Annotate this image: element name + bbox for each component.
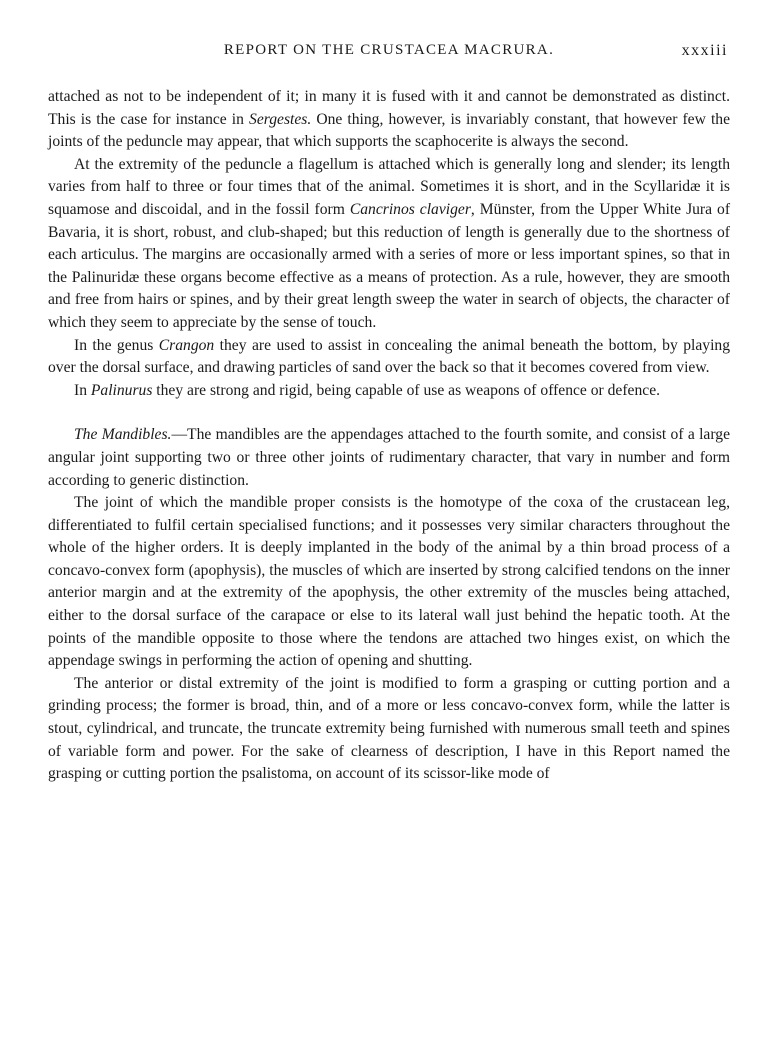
paragraph: The anterior or distal extremity of the joint is modified to form a grasping or cutting portion and a grinding process; the former is broad, thin, and of a more or less concavo-convex form, while the latter is stout, cylindrical, and truncate, the truncate extremity being furnished with numerous small teeth and spines of variable form and power. For the sake of clearness of description, I have in this Report named the grasping or cutting portion the psalistoma, on account of its scissor-like mode of xyxy=(48,674,730,783)
paragraph: The joint of which the mandible proper consists is the homotype of the coxa of the crustacean leg, differentiated to fulfil certain specialised functions; and it possesses very similar characters throughout the whole of the higher orders. It is deeply implanted in the body of the animal by a thin broad process of a concavo-convex form (apophysis), the muscles of which are inserted by strong calcified tendons on the inner anterior margin and at the extremity of the apophysis, the other extremity of the muscles being attached, either to the dorsal surface of the carapace or else to its lateral wall just behind the hepatic tooth. At the points of the mandible opposite to those where the tendons are attached two hinges exist, on which the appendage swings in performing the action of opening and shutting. xyxy=(48,494,730,670)
italic-term: Palinurus xyxy=(90,381,153,399)
page-header xyxy=(48,42,730,66)
paragraph: attached as not to be independent of it; in many it is fused with it and cannot be demonstrated as distinct. This is the case for instance in Sergestes. One thing, however, is invariably constant, that however few the joints of the peduncle may appear, that which supports the scaphocerite is always the second. xyxy=(48,88,730,151)
paragraph: In Palinurus they are strong and rigid, being capable of use as weapons of offence or defence. xyxy=(74,381,661,399)
italic-term: The Mandibles. xyxy=(74,426,172,444)
paragraph: In the genus Crangon they are used to assist in concealing the animal beneath the bottom, by playing over the dorsal surface, and drawing particles of sand over the back so that it becomes covered from view. xyxy=(48,336,730,377)
italic-term: Cancrinos claviger xyxy=(349,200,471,218)
italic-term: Crangon xyxy=(158,336,215,354)
page-number: xxxiii xyxy=(681,42,728,59)
body-text xyxy=(48,86,730,786)
paragraph: The Mandibles.—The mandibles are the appendages attached to the fourth somite, and consist of a large angular joint supporting two or three other joints of rudimentary character, that vary in number and form according to generic distinction. xyxy=(48,426,730,489)
running-head: REPORT ON THE CRUSTACEA MACRURA. xyxy=(223,42,555,58)
italic-term: Sergestes. xyxy=(249,110,312,128)
paragraph: At the extremity of the peduncle a flagellum is attached which is generally long and slender; its length varies from half to three or four times that of the animal. Sometimes it is short, and in the Scyllaridæ it is squamose and discoidal, and in the fossil form Cancrinos claviger, Münster, from the Upper White Jura of Bavaria, it is short, robust, and club-shaped; but this reduction of length is generally due to the shortness of each articulus. The margins are occasionally armed with a series of more or less important spines, so that in the Palinuridæ these organs become effective as a means of protection. As a rule, however, they are smooth and free from hairs or spines, and by their great length sweep the water in search of objects, the character of which they seem to appreciate by the sense of touch. xyxy=(48,155,731,331)
